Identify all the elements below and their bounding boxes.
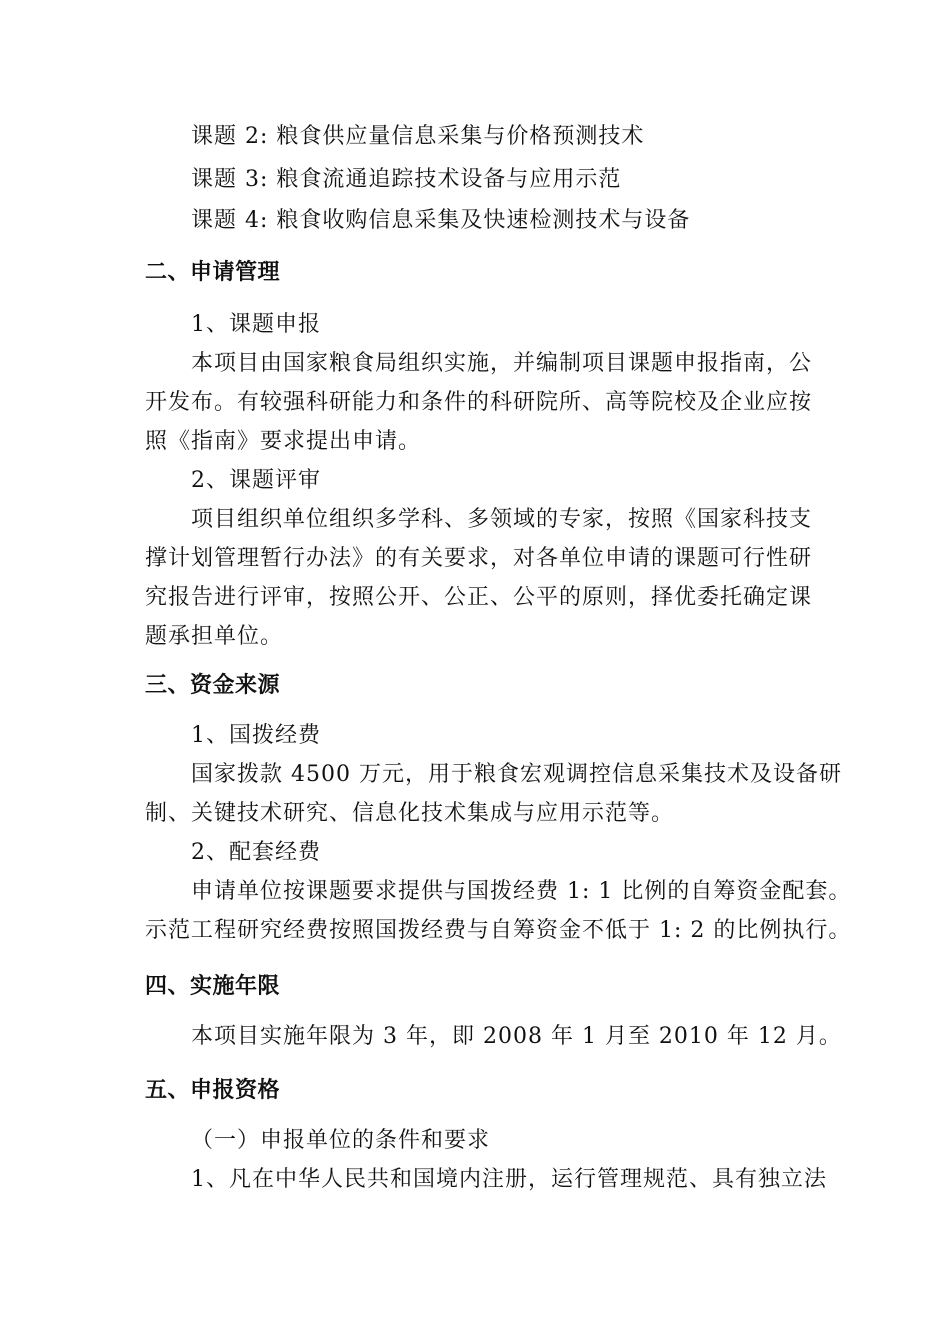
subheading-topic-application: 1、课题申报	[191, 312, 321, 337]
paragraph-line: 制、关键技术研究、信息化技术集成与应用示范等。	[145, 801, 675, 826]
paragraph-line: 照《指南》要求提出申请。	[145, 429, 422, 454]
section-heading-eligibility: 五、申报资格	[145, 1078, 281, 1103]
paragraph-line: 项目组织单位组织多学科、多领域的专家，按照《国家科技支	[191, 507, 813, 532]
paragraph-line: 开发布。有较强科研能力和条件的科研院所、高等院校及企业应按	[145, 390, 813, 415]
paragraph-line: 1、凡在中华人民共和国境内注册，运行管理规范、具有独立法	[191, 1167, 827, 1192]
subheading-topic-review: 2、课题评审	[191, 468, 321, 493]
section-heading-implementation-period: 四、实施年限	[145, 974, 281, 999]
topic-4-line: 课题 4: 粮食收购信息采集及快速检测技术与设备	[191, 208, 691, 233]
paragraph-line: 示范工程研究经费按照国拨经费与自筹资金不低于 1: 2 的比例执行。	[145, 918, 852, 943]
paragraph-line: 本项目由国家粮食局组织实施，并编制项目课题申报指南，公	[191, 351, 813, 376]
paragraph-line: 本项目实施年限为 3 年，即 2008 年 1 月至 2010 年 12 月。	[191, 1024, 842, 1049]
section-heading-funding-sources: 三、资金来源	[145, 673, 281, 698]
topic-2-line: 课题 2: 粮食供应量信息采集与价格预测技术	[191, 124, 645, 149]
paragraph-line: 国家拨款 4500 万元，用于粮食宏观调控信息采集技术及设备研	[191, 762, 842, 787]
paragraph-line: 究报告进行评审，按照公开、公正、公平的原则，择优委托确定课	[145, 585, 813, 610]
topic-3-line: 课题 3: 粮食流通追踪技术设备与应用示范	[191, 167, 622, 192]
paragraph-line: 申请单位按课题要求提供与国拨经费 1: 1 比例的自筹资金配套。	[191, 879, 852, 904]
section-heading-application-management: 二、申请管理	[145, 260, 281, 285]
subheading-applicant-requirements: （一）申报单位的条件和要求	[191, 1128, 491, 1153]
subheading-matching-funding: 2、配套经费	[191, 840, 321, 865]
subheading-national-funding: 1、国拨经费	[191, 723, 321, 748]
paragraph-line: 撑计划管理暂行办法》的有关要求，对各单位申请的课题可行性研	[145, 546, 813, 571]
paragraph-line: 题承担单位。	[145, 624, 284, 649]
